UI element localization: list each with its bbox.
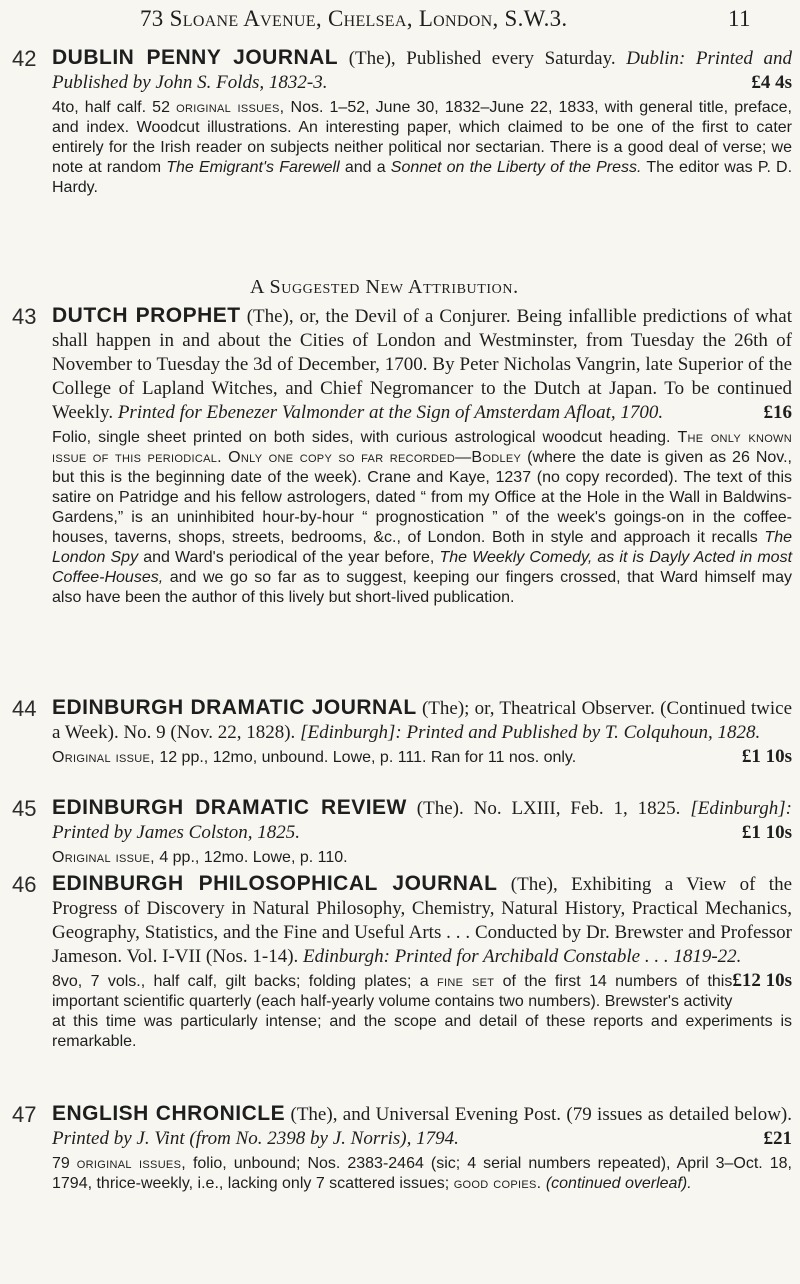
entry-number: 44 bbox=[12, 696, 37, 721]
entry-imprint: Printed for Ebenezer Valmonder at the Sign of Amsterdam Afloat, 1700. bbox=[117, 402, 664, 423]
entry-head-text: (The); or, Theatrical Observer. (Continued twice a Week). No. 9 (Nov. 22, 1828). bbox=[52, 698, 793, 743]
entry-description bbox=[52, 748, 792, 768]
section-subheading: A Suggested New Attribution. bbox=[250, 276, 519, 298]
entry-description bbox=[52, 1154, 792, 1194]
entry-price: £21 bbox=[763, 1128, 792, 1149]
entry-head-text: (The), and Universal Evening Post. (79 issues as detailed below). bbox=[290, 1104, 793, 1125]
desc-text: and a bbox=[344, 159, 386, 176]
catalogue-entry bbox=[12, 304, 800, 608]
entry-title: EDINBURGH DRAMATIC REVIEW bbox=[52, 796, 407, 819]
entry-description bbox=[52, 848, 792, 868]
entry-number: 42 bbox=[12, 46, 37, 71]
entry-head-text: (The), Published every Saturday. bbox=[348, 48, 616, 69]
entry-title: ENGLISH CHRONICLE bbox=[52, 1102, 286, 1125]
desc-text: 12 pp., 12mo, unbound. Lowe, p. 111. Ran for 11 nos. only. bbox=[159, 749, 577, 766]
entry-imprint: [Edinburgh]: Printed and Published by T. Colquhoun, 1828. bbox=[300, 722, 761, 743]
entry-title: DUBLIN PENNY JOURNAL bbox=[52, 46, 339, 69]
desc-italic: Sonnet on the Liberty of the Press. bbox=[390, 159, 642, 176]
entry-head-text: (The), or, the Devil of a Conjurer. Being infallible predictions of what shall happen in and about the Cities of London and Westminster, from Tuesday the 26th of November to Tuesday the 3d of December, 1700. By Peter Nicholas Vangrin, late Superior of the College of Lapland Witches, and Chief Negromancer to the Dutch at Japan. To be continued Weekly. bbox=[52, 306, 793, 423]
desc-text: Nos. 1–52, June 30, 1832–June 22, 1833, with general title, preface, and index. Woodcut illustrations. An interesting paper, which claimed to be one of the first to cater entirely for the Irish reader on subjects neither political nor sectarian. There is a good deal of verse; we note at random bbox=[52, 99, 793, 176]
entry-head-text: (The). No. LXIII, Feb. 1, 1825. bbox=[416, 798, 681, 819]
desc-text: and Ward's periodical of the year before, bbox=[143, 549, 435, 566]
entry-heading bbox=[52, 46, 792, 95]
entry-heading bbox=[52, 304, 792, 425]
entry-title: EDINBURGH DRAMATIC JOURNAL bbox=[52, 696, 417, 719]
entry-number: 47 bbox=[12, 1102, 37, 1127]
desc-text: and we go so far as to suggest, keeping our fingers crossed, that Ward himself may also have been the author of this lively but short-lived publication. bbox=[52, 569, 792, 606]
catalogue-entry bbox=[12, 696, 800, 769]
running-header bbox=[140, 6, 800, 32]
desc-text: 8vo, 7 vols., half calf, gilt backs; folding plates; a bbox=[52, 973, 429, 990]
entry-title: DUTCH PROPHET bbox=[52, 304, 241, 327]
entry-imprint: [Edinburgh]: Printed by James Colston, 1825. bbox=[52, 798, 793, 843]
entry-number: 43 bbox=[12, 304, 37, 329]
entry-imprint: Dublin: Printed and Published by John S. Folds, 1832-3. bbox=[52, 48, 793, 93]
entry-price: £16 bbox=[763, 402, 792, 423]
desc-text: of the first 14 numbers of this important scientific quarterly (each half-yearly volume contains two numbers). Brewster's activity at this time was particularly intense; and the scope and detail of these reports and experiments is remarkable. bbox=[52, 973, 792, 1050]
entry-number: 45 bbox=[12, 796, 37, 821]
desc-text: The editor was P. D. Hardy. bbox=[52, 159, 793, 196]
catalogue-entry bbox=[12, 1102, 800, 1194]
entry-description bbox=[52, 972, 792, 1052]
desc-smallcaps: Original issue, bbox=[52, 749, 155, 766]
running-title: 73 Sloane Avenue, Chelsea, London, S.W.3. bbox=[140, 6, 568, 31]
entry-description bbox=[52, 428, 792, 608]
catalogue-entry bbox=[12, 46, 800, 198]
desc-text: folio, unbound; Nos. 2383-2464 (sic; 4 serial numbers repeated), April 3–Oct. 18, 1794, thrice-weekly, i.e., lacking only 7 scattered issues; bbox=[52, 1155, 792, 1192]
entry-imprint: Printed by J. Vint (from No. 2398 by J. Norris), 1794. bbox=[52, 1128, 459, 1149]
entry-head-text: (The), Exhibiting a View of the Progress of Discovery in Natural Philosophy, Chemistry, Natural History, Practical Mechanics, Geography, Statistics, and the Fine and Useful Arts . . . Conducted by Dr. Brewster and Professor Jameson. Vol. I-VII (Nos. 1-14). bbox=[52, 874, 793, 967]
entry-heading bbox=[52, 1102, 792, 1151]
entry-description bbox=[52, 98, 792, 198]
entry-imprint: Edinburgh: Printed for Archibald Constable . . . 1819-22. bbox=[303, 946, 742, 967]
desc-text: 4to, half calf. 52 bbox=[52, 99, 170, 116]
desc-smallcaps: fine set bbox=[437, 973, 495, 990]
desc-smallcaps: original issues, bbox=[76, 1155, 186, 1172]
entry-heading bbox=[52, 796, 792, 845]
desc-smallcaps: good copies. bbox=[453, 1175, 542, 1192]
desc-text: 79 bbox=[52, 1155, 70, 1172]
desc-smallcaps: original issues, bbox=[176, 99, 285, 116]
catalogue-entry bbox=[12, 872, 800, 1052]
desc-italic: The London Spy bbox=[52, 529, 792, 566]
entry-price: £1 10s bbox=[741, 822, 792, 843]
desc-smallcaps: The only known issue of this periodical. Only one copy so far recorded—Bodley bbox=[52, 429, 792, 466]
desc-smallcaps: Original issue, bbox=[52, 849, 155, 866]
desc-text: 4 pp., 12mo. Lowe, p. 110. bbox=[159, 849, 348, 866]
page-number: 11 bbox=[728, 6, 751, 31]
desc-text: Folio, single sheet printed on both sides, with curious astrological woodcut heading. bbox=[52, 429, 671, 446]
entry-number: 46 bbox=[12, 872, 37, 897]
catalogue-entry bbox=[12, 796, 800, 868]
entry-price: £12 10s bbox=[732, 970, 792, 991]
entry-price: £1 10s bbox=[741, 746, 792, 767]
entry-price: £4 4s bbox=[751, 72, 792, 93]
desc-italic: The Emigrant's Farewell bbox=[166, 159, 340, 176]
desc-text: (where the date is given as 26 Nov., but this is the beginning date of the week). Crane and Kaye, 1237 (no copy recorded). The text of this satire on Patridge and his fellow astrologers, dated “ from my Office at the Hole in the Wall in Baldwins-Gardens,” is an uninhibited hour-by-hour “ prognostication ” of the week's goings-on in the coffee-houses, taverns, shops, streets, bedrooms, &c., of London. Both in style and approach it recalls bbox=[52, 449, 792, 546]
entry-title: EDINBURGH PHILOSOPHICAL JOURNAL bbox=[52, 872, 498, 895]
desc-italic: The Weekly Comedy, as it is Dayly Acted in most Coffee-Houses, bbox=[52, 549, 793, 586]
desc-italic: (continued overleaf). bbox=[545, 1175, 692, 1192]
